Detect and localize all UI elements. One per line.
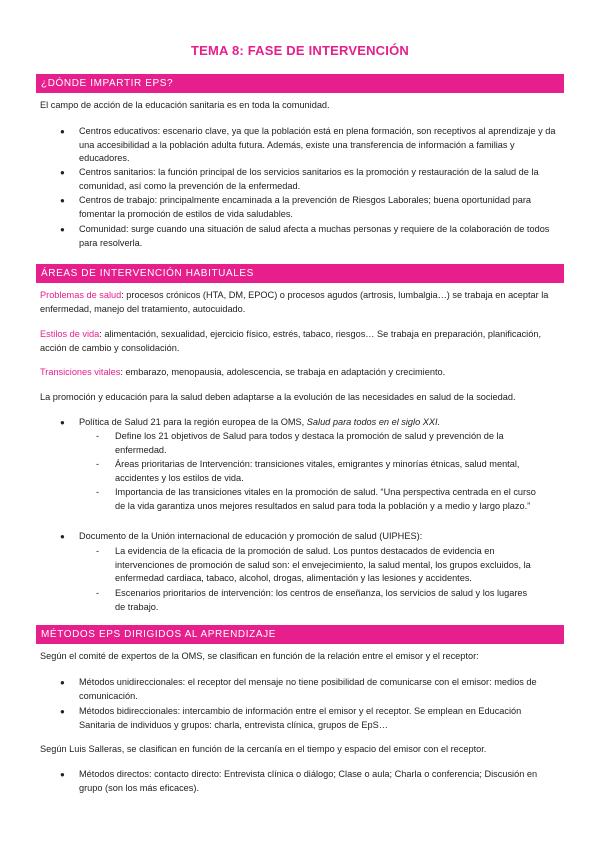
paragraph-salleras: Según Luis Salleras, se clasifican en función de la cercanía en el tiempo y espacio del emisor con el receptor. [40,744,487,754]
dash-icon: - [96,487,100,497]
section-header-metodos-eps: MÉTODOS EPS DIRIGIDOS AL APRENDIZAJE [36,625,564,644]
page-title: TEMA 8: FASE DE INTERVENCIÓN [191,43,409,58]
paragraph-problemas-salud: Problemas de salud: procesos crónicos (HTA, DM, EPOC) o procesos agudos (artrosis, lumbalgia…) se trabaja en aceptar la enfermedad, manejo del tratamiento, autocuidado. [40,290,549,314]
list-item: ● Documento de la Unión internacional de educación y promoción de salud (UIPHES): [60,530,560,544]
highlight-label: Transiciones vitales [40,367,121,377]
paragraph-oms: Según el comité de expertos de la OMS, se clasifican en función de la relación entre el emisor y el receptor: [40,651,479,661]
bullet-icon: ● [60,196,65,205]
list-item: ● Centros sanitarios: la función principal de los servicios sanitarios es la promoción y restauración de la salud de la comunidad, así como la prevención de la enfermedad. [60,167,539,191]
sub-list-item: - Escenarios prioritarios de intervención: los centros de enseñanza, los servicios de salud y los lugares de trabajo. [96,588,528,612]
dash-icon: - [96,588,100,598]
list-item: ● Métodos bidireccionales: intercambio de información entre el emisor y el receptor. Se emplean en Educación Sanitaria de individuos y grupos: charla, entrevista clínica, grupos de EpS… [60,706,522,730]
dash-icon: - [96,431,100,441]
sub-list-item: - La evidencia de la eficacia de la promoción de salud. Los puntos destacados de evidencia en intervenciones de promoción de salud son: el envejecimiento, la salud mental, los grupos excluidos, la enfermedad cardiaca, tabaco, alcohol, drogas, alimentación y las lesiones y accidentes. [96,546,531,584]
sub-list-item: - Define los 21 objetivos de Salud para todos y destaca la promoción de salud y prevención de la enfermedad. [96,431,504,455]
bullet-icon: ● [60,678,65,687]
list-item: ● Métodos directos: contacto directo: Entrevista clínica o diálogo; Clase o aula; Charla o conferencia; Discusión en grupo (son los más eficaces). [60,769,538,793]
section1-intro: El campo de acción de la educación sanitaria es en toda la comunidad. [40,100,330,110]
bullet-icon: ● [60,418,65,427]
list-item: ● Comunidad: surge cuando una situación de salud afecta a muchas personas y requiere de la colaboración de todos para resolverla. [60,224,550,248]
paragraph-estilos-vida: Estilos de vida: alimentación, sexualidad, ejercicio físico, estrés, tabaco, riesgos… Se trabaja en preparación, planificación, acción de cambio y consolidación. [40,329,541,353]
paragraph-transiciones-vitales: Transiciones vitales: embarazo, menopausia, adolescencia, se trabaja en adaptación y crecimiento. [40,367,446,377]
highlight-label: Problemas de salud [40,290,122,300]
bullet-icon: ● [60,707,65,716]
dash-icon: - [96,459,100,469]
list-item: ● Política de Salud 21 para la región europea de la OMS, Salud para todos en el siglo XXI. [60,416,560,430]
highlight-label: Estilos de vida [40,329,100,339]
bullet-icon: ● [60,225,65,234]
sub-list-item: - Importancia de las transiciones vitales en la promoción de salud. “Una perspectiva centrada en el curso de la vida garantiza unos mejores resultados en salud para toda la población y a medio y largo plazo.” [96,487,536,511]
section-header-donde-impartir: ¿DÓNDE IMPARTIR EPS? [36,74,564,93]
list-item: ● Métodos unidireccionales: el receptor del mensaje no tiene posibilidad de comunicarse con el emisor: medios de comunicación. [60,677,537,701]
paragraph-adaptacion: La promoción y educación para la salud deben adaptarse a la evolución de las necesidades en salud de la sociedad. [40,392,516,402]
section-header-areas-intervencion: ÁREAS DE INTERVENCIÓN HABITUALES [36,264,564,283]
bullet-icon: ● [60,532,65,541]
list-item: ● Centros educativos: escenario clave, ya que la población está en plena formación, son receptivos al aprendizaje y da una accesibilidad a la población adulta futura. Además, existe una transferencia de información a familias y educadores. [60,126,556,164]
bullet-icon: ● [60,127,65,136]
sub-list-item: - Áreas prioritarias de Intervención: transiciones vitales, emigrantes y minorías étnicas, salud mental, accidentes y los estilos de vida. [96,459,520,483]
bullet-icon: ● [60,168,65,177]
list-item: ● Centros de trabajo: principalmente encaminada a la prevención de Riesgos Laborales; buena oportunidad para fomentar la promoción de estilos de vida saludables. [60,195,532,219]
bullet-icon: ● [60,770,65,779]
dash-icon: - [96,546,100,556]
